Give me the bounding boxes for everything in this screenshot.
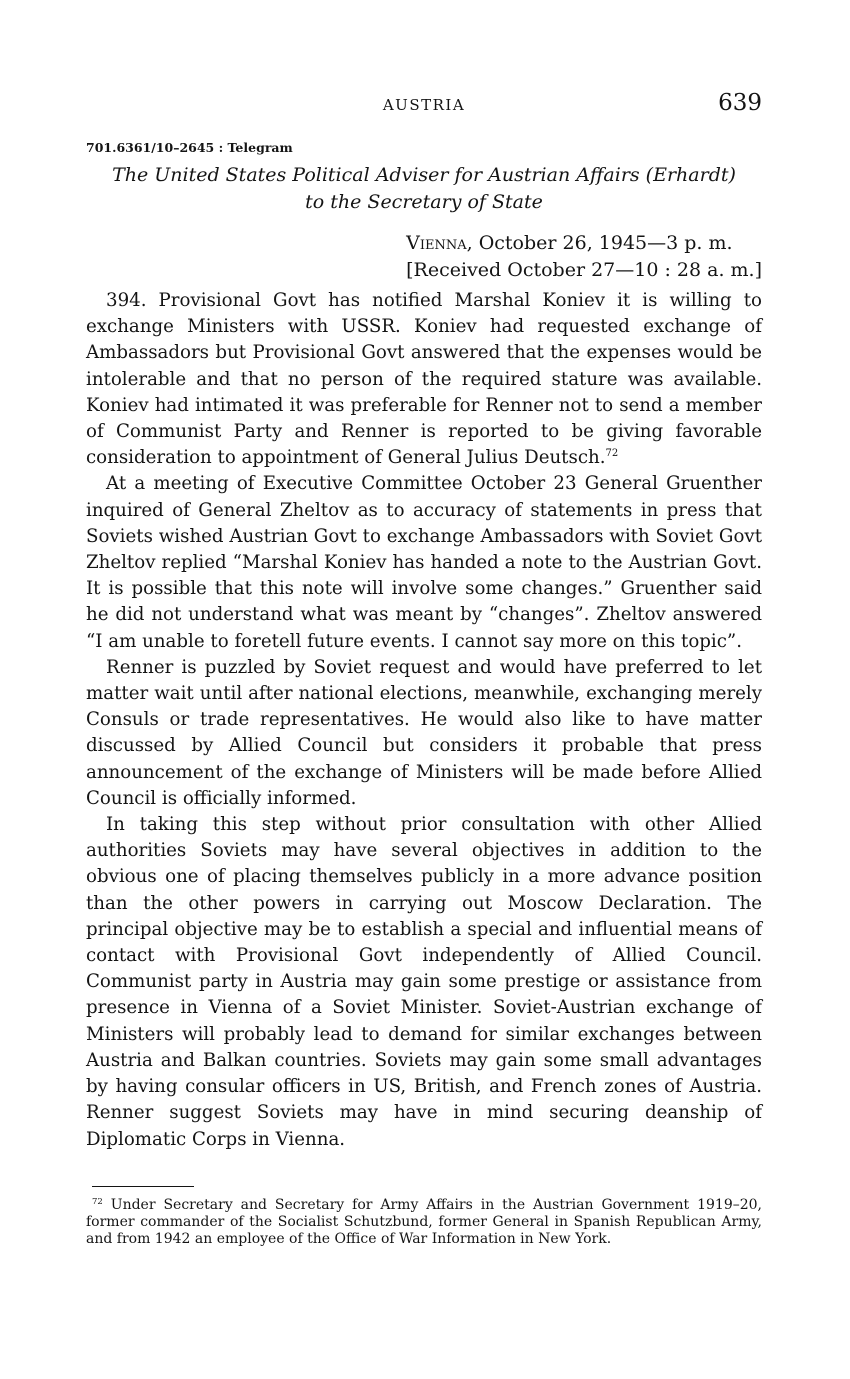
footnote-divider <box>92 1186 194 1187</box>
footnote-reference: 72 <box>605 448 619 460</box>
body-paragraph-3: Renner is puzzled by Soviet request and would have preferred to let matter wait until after national elections, meanwhile, exchanging merely Consuls or trade representatives. He would also like to have matter discussed by Allied Council but considers it probable that press announcement of the exchange of Ministers will be made before Allied Council is officially informed. <box>86 656 762 809</box>
dateline-date-time: , October 26, 1945—3 p. m. <box>466 232 733 254</box>
body-paragraph-1 <box>86 288 762 471</box>
footnote-marker: 72 <box>92 1197 103 1207</box>
file-reference: 701.6361/10–2645 : Telegram <box>86 140 293 155</box>
title-line-1: The United States Political Adviser for Austrian Affairs (Erhardt) <box>112 164 736 186</box>
dateline <box>406 230 762 284</box>
page-number: 639 <box>718 90 762 116</box>
running-head: AUSTRIA <box>382 96 466 114</box>
dateline-received: [Received October 27—10 : 28 a. m.] <box>406 259 762 281</box>
dateline-place: Vienna <box>406 232 467 254</box>
body-paragraph-4: In taking this step without prior consultation with other Allied authorities Soviets may have several objectives in addition to the obvious one of placing themselves publicly in a more advance position than the other powers in carrying out Moscow Declaration. The principal objective may be to establish a special and influential means of contact with Provisional Govt independently of Allied Council. Communist party in Austria may gain some prestige or assistance from presence in Vienna of a Soviet Minister. Soviet-Austrian exchange of Ministers will probably lead to demand for similar exchanges between Austria and Balkan countries. Soviets may gain some small advantages by having consular officers in US, British, and French zones of Austria. Renner suggest Soviets may have in mind securing deanship of Diplomatic Corps in Vienna. <box>86 814 762 1150</box>
body-paragraph-2: At a meeting of Executive Committee October 23 General Gruenther inquired of General Zheltov as to accuracy of statements in press that Soviets wished Austrian Govt to exchange Ambassadors with Soviet Govt Zheltov replied “Marshal Koniev has handed a note to the Austrian Govt. It is possible that this note will involve some changes.” Gruenther said he did not understand what was meant by “changes”. Zheltov answered “I am unable to foretell future events. I cannot say more on this topic”. <box>86 473 762 652</box>
title-line-2: to the Secretary of State <box>305 191 543 213</box>
footnote-text: Under Secretary and Secretary for Army Affairs in the Austrian Government 1919–20, former commander of the Socialist Schutzbund, former General in Spanish Republican Army, and from 1942 an employee of the Office of War Information in New York. <box>86 1197 762 1247</box>
paragraph-1-text: 394. Provisional Govt has notified Marshal Koniev it is willing to exchange Ministers with USSR. Koniev had requested exchange of Ambassadors but Provisional Govt answered that the expenses would be intolerable and that no person of the required stature was available. Koniev had intimated it was preferable for Renner not to send a member of Communist Party and Renner is reported to be giving favorable consideration to appointment of General Julius Deutsch. <box>86 290 762 469</box>
telegram-body <box>86 288 762 1153</box>
footnote <box>86 1197 762 1248</box>
dateline-sent <box>406 230 762 257</box>
page-header <box>86 90 762 122</box>
document-title <box>86 162 762 216</box>
